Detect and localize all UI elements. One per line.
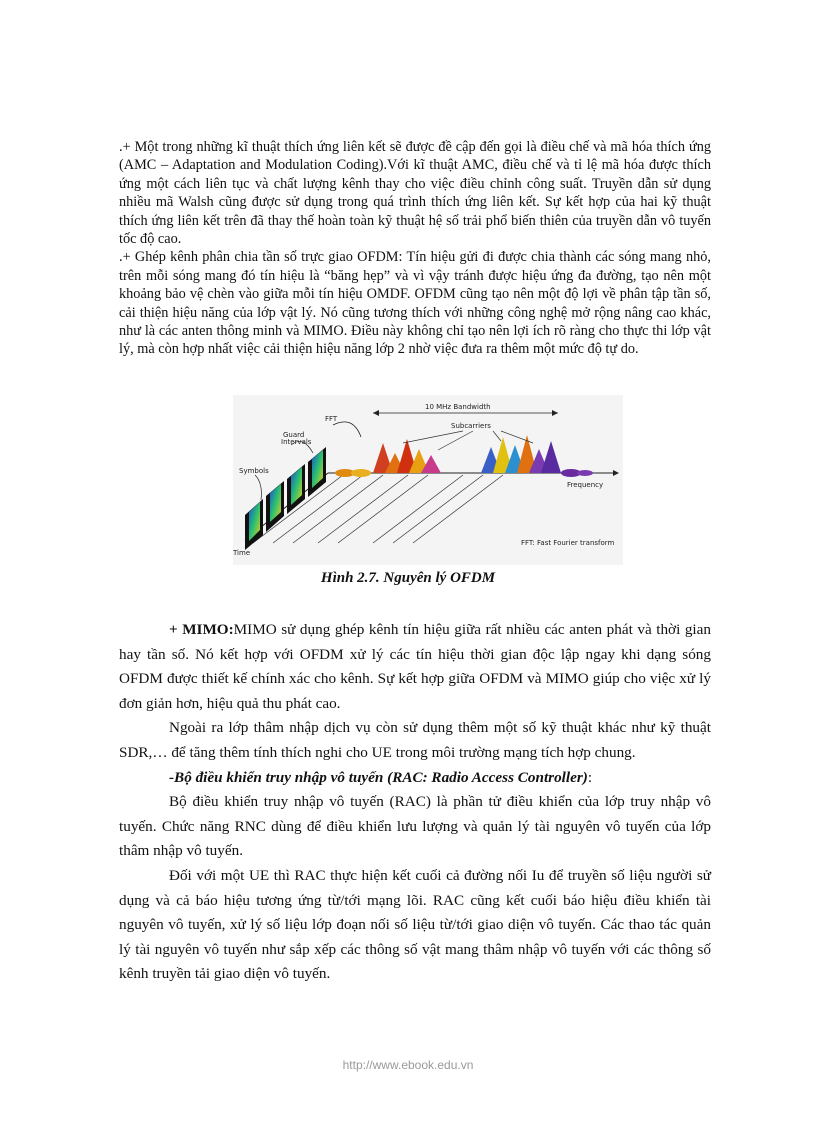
- mimo-text: MIMO sử dụng ghép kênh tín hiệu giữa rất nhiều các anten phát và thời gian hay tần số. Nó kết hợp với OFDM xử lý các tín hiệu thời gian độc lập ngay khi dạng sóng OFDM được thiết kế chính xác cho kênh. Sự kết hợp giữa OFDM và MIMO giúp cho việc xử lý đơn giản hơn, hiệu quả thu phát cao.: [119, 621, 711, 712]
- symbols-label: Symbols: [239, 467, 269, 475]
- symbols-pointer: [255, 475, 261, 500]
- frequency-arrow: [613, 470, 619, 476]
- rac-heading-line: [119, 766, 711, 791]
- rac-heading-colon: :: [587, 768, 593, 786]
- ofdm-diagram: [233, 395, 623, 565]
- subcarrier-pointers: [403, 431, 533, 450]
- time-label: Time: [233, 549, 251, 557]
- bandwidth-label: 10 MHz Bandwidth: [425, 403, 491, 411]
- figure-caption: Hình 2.7. Nguyên lý OFDM: [320, 570, 496, 586]
- rac-heading: -Bộ điều khiển truy nhập vô tuyến (RAC: Radio Access Controller): [169, 768, 588, 786]
- fft-label: FFT: [325, 415, 338, 423]
- ofdm-figure: [233, 395, 623, 565]
- paragraph-rac-2: Đối với một UE thì RAC thực hiện kết cuối cả đường nối Iu để truyền số liệu người sử dụng và cả báo hiệu tương ứng từ/tới mạng lõi. RAC cũng kết cuối báo hiệu điều khiển tài nguyên vô tuyến, xử lý số liệu lớp đoạn nối số liệu từ/tới giao diện vô tuyến. Các thao tác quản lý tài nguyên vô tuyến như sắp xếp các thông số vật mang thâm nhập vô tuyến với các thông số kênh truyền tải giao diện vô tuyến.: [119, 866, 711, 983]
- symbol-blocks: [245, 447, 326, 550]
- guard-label-2: Intervals: [281, 438, 312, 446]
- paragraph-rac-1: Bộ điều khiển truy nhập vô tuyến (RAC) là phần tử điều khiển của lớp truy nhập vô tuyến. Chức năng RNC dùng để điều khiển lưu lượng và quản lý tài nguyên vô tuyến của lớp thâm nhập vô tuyến.: [119, 793, 711, 860]
- intro-paragraphs: [119, 138, 711, 359]
- guard-label-1: Guard: [283, 431, 305, 439]
- paragraph-amc: .+ Một trong những kĩ thuật thích ứng liên kết sẽ được đề cập đến gọi là điều chế và mã hóa thích ứng (AMC – Adaptation and Modulation Coding).Với kĩ thuật AMC, điều chế và tỉ lệ mã hóa được thích ứng một cách liên tục và chất lượng kênh thay cho việc điều chỉnh công suất. Truyền dẫn sử dụng nhiều mã Walsh cũng được sử dụng trong quá trình thích ứng liên kết. Sự kết hợp của hai kỹ thuật thích ứng liên kết trên đã thay thế hoàn toàn kỹ thuật hệ số trải phổ biến thiên của truyền dẫn vô tuyến tốc độ cao.: [119, 139, 711, 248]
- fft-arrow: [333, 422, 361, 437]
- mimo-label: + MIMO:: [169, 621, 234, 638]
- fft-note: FFT: Fast Fourier transform: [521, 539, 615, 547]
- paragraph-mimo: [119, 618, 711, 716]
- paragraph-ofdm: .+ Ghép kênh phân chia tần số trực giao OFDM: Tín hiệu gửi đi được chia thành các sóng mang nhỏ, trên mỗi sóng mang đó tín hiệu là “băng hẹp” và vì vậy tránh được hiệu ứng đa đường, tạo nên một khoảng bảo vệ chèn vào giữa mỗi tín hiệu OMDF. OFDM cũng tạo nên một độ lợi về phân tập tần số, cải thiện hiệu năng của lớp vật lý. Nó cũng tương thích với những công nghệ mở rộng nâng cao khác, như là các anten thông minh và MIMO. Điều này không chỉ tạo nên lợi ích rõ ràng cho thực thi lớp vật lý, mà còn hợp nhất việc cải thiện hiệu năng lớp 2 nhờ việc đưa ra thêm một mức độ tự do.: [119, 249, 711, 358]
- subcarriers-label: Subcarriers: [451, 422, 491, 430]
- subcarrier-peaks: [335, 435, 593, 477]
- footer-url[interactable]: http://www.ebook.edu.vn: [342, 1058, 474, 1072]
- paragraph-sdr: Ngoài ra lớp thâm nhập dịch vụ còn sử dụng thêm một số kỹ thuật khác như kỹ thuật SDR,… để tăng thêm tính thích nghi cho UE trong môi trường mạng tích hợp chung.: [119, 719, 711, 761]
- frequency-label: Frequency: [567, 481, 604, 489]
- main-paragraphs: [119, 618, 711, 987]
